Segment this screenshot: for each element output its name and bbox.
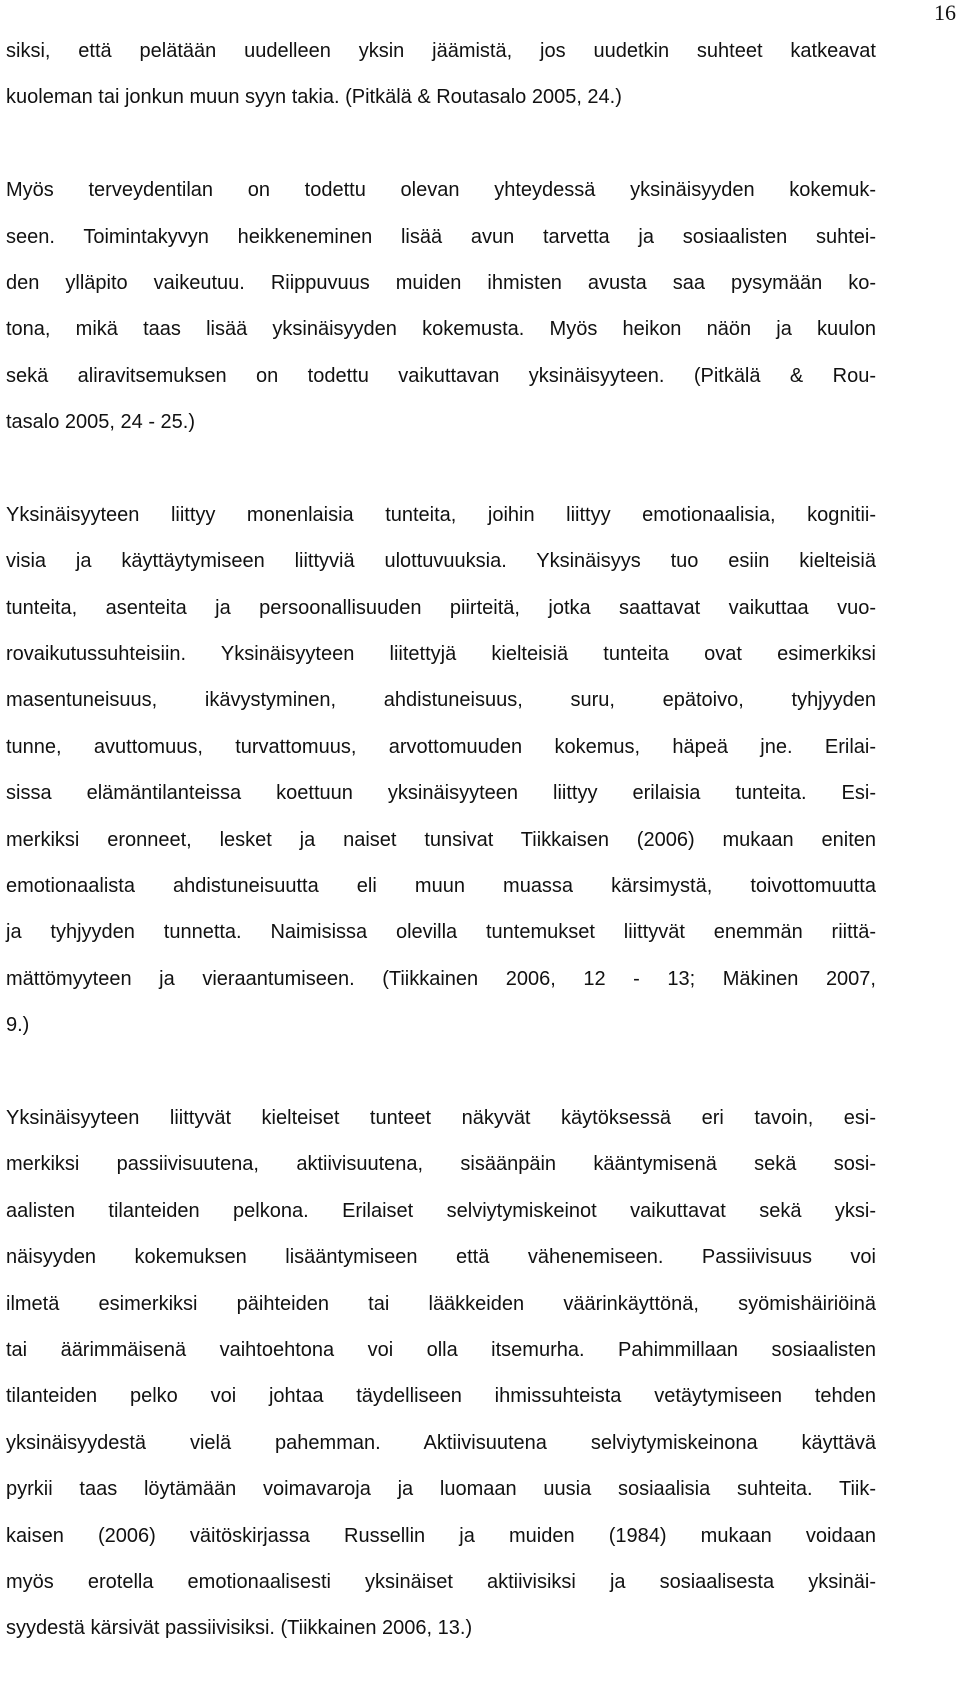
text-line: tunteita, asenteita ja persoonallisuuden piirteitä, jotka saattavat vaikuttaa vuo- bbox=[6, 596, 876, 619]
text-line: tona, mikä taas lisää yksinäisyyden kokemusta. Myös heikon näön ja kuulon bbox=[6, 318, 876, 341]
text-line: kuoleman tai jonkun muun syyn takia. (Pitkälä & Routasalo 2005, 24.) bbox=[6, 86, 622, 109]
text-line: yksinäisyydestä vielä pahemman. Aktiivisuutena selviytymiskeinona käyttävä bbox=[6, 1431, 876, 1454]
text-line: seen. Toimintakyvyn heikkeneminen lisää avun tarvetta ja sosiaalisten suhtei- bbox=[6, 225, 876, 248]
text-line: merkiksi eronneet, lesket ja naiset tunsivat Tiikkaisen (2006) mukaan eniten bbox=[6, 828, 876, 851]
text-line: siksi, että pelätään uudelleen yksin jäämistä, jos uudetkin suhteet katkeavat bbox=[6, 40, 876, 62]
text-line: Yksinäisyyteen liittyy monenlaisia tunteita, joihin liittyy emotionaalisia, kognitii- bbox=[6, 503, 876, 526]
paragraph-3 bbox=[6, 492, 876, 1049]
text-line: pyrkii taas löytämään voimavaroja ja luomaan uusia sosiaalisia suhteita. Tiik- bbox=[6, 1478, 876, 1501]
text-line: kaisen (2006) väitöskirjassa Russellin ja muiden (1984) mukaan voidaan bbox=[6, 1524, 876, 1547]
text-line: den ylläpito vaikeutuu. Riippuvuus muiden ihmisten avusta saa pysymään ko- bbox=[6, 271, 876, 294]
text-line: Yksinäisyyteen liittyvät kielteiset tunteet näkyvät käytöksessä eri tavoin, esi- bbox=[6, 1106, 876, 1129]
text-line: tilanteiden pelko voi johtaa täydelliseen ihmissuhteista vetäytymiseen tehden bbox=[6, 1385, 876, 1408]
paragraph-2 bbox=[6, 167, 876, 445]
paragraph-4 bbox=[6, 1095, 876, 1652]
text-line: aalisten tilanteiden pelkona. Erilaiset selviytymiskeinot vaikuttavat sekä yksi- bbox=[6, 1199, 876, 1222]
text-line: merkiksi passiivisuutena, aktiivisuutena, sisäänpäin kääntymisenä sekä sosi- bbox=[6, 1153, 876, 1176]
text-line: syydestä kärsivät passiivisiksi. (Tiikkainen 2006, 13.) bbox=[6, 1617, 473, 1640]
text-line: ilmetä esimerkiksi päihteiden tai lääkkeiden väärinkäyttönä, syömishäiriöinä bbox=[6, 1292, 876, 1315]
text-line: masentuneisuus, ikävystyminen, ahdistuneisuus, suru, epätoivo, tyhjyyden bbox=[6, 689, 876, 712]
text-line: tai äärimmäisenä vaihtoehtona voi olla itsemurha. Pahimmillaan sosiaalisten bbox=[6, 1338, 876, 1361]
text-line: emotionaalista ahdistuneisuutta eli muun muassa kärsimystä, toivottomuutta bbox=[6, 875, 876, 898]
text-line: rovaikutussuhteisiin. Yksinäisyyteen liitettyjä kielteisiä tunteita ovat esimerkiksi bbox=[6, 643, 876, 666]
text-line: sekä aliravitsemuksen on todettu vaikuttavan yksinäisyyteen. (Pitkälä & Rou- bbox=[6, 364, 876, 387]
page-number: 16 bbox=[934, 0, 956, 25]
text-line: visia ja käyttäytymiseen liittyviä ulottuvuuksia. Yksinäisyys tuo esiin kielteisiä bbox=[6, 550, 876, 573]
text-line: ja tyhjyyden tunnetta. Naimisissa olevilla tuntemukset liittyvät enemmän riittä- bbox=[6, 921, 876, 944]
paragraph-1 bbox=[6, 28, 876, 121]
text-line: tasalo 2005, 24 - 25.) bbox=[6, 411, 196, 434]
text-line: myös erotella emotionaalisesti yksinäiset aktiivisiksi ja sosiaalisesta yksinäi- bbox=[6, 1570, 876, 1593]
text-line: sissa elämäntilanteissa koettuun yksinäisyyteen liittyy erilaisia tunteita. Esi- bbox=[6, 782, 876, 805]
document-body bbox=[6, 28, 876, 1652]
text-line: 9.) bbox=[6, 1014, 30, 1037]
text-line: näisyyden kokemuksen lisääntymiseen että vähenemiseen. Passiivisuus voi bbox=[6, 1246, 876, 1269]
text-line: tunne, avuttomuus, turvattomuus, arvottomuuden kokemus, häpeä jne. Erilai- bbox=[6, 735, 876, 758]
text-line: mättömyyteen ja vieraantumiseen. (Tiikkainen 2006, 12 - 13; Mäkinen 2007, bbox=[6, 967, 876, 990]
text-line: Myös terveydentilan on todettu olevan yhteydessä yksinäisyyden kokemuk- bbox=[6, 179, 876, 202]
